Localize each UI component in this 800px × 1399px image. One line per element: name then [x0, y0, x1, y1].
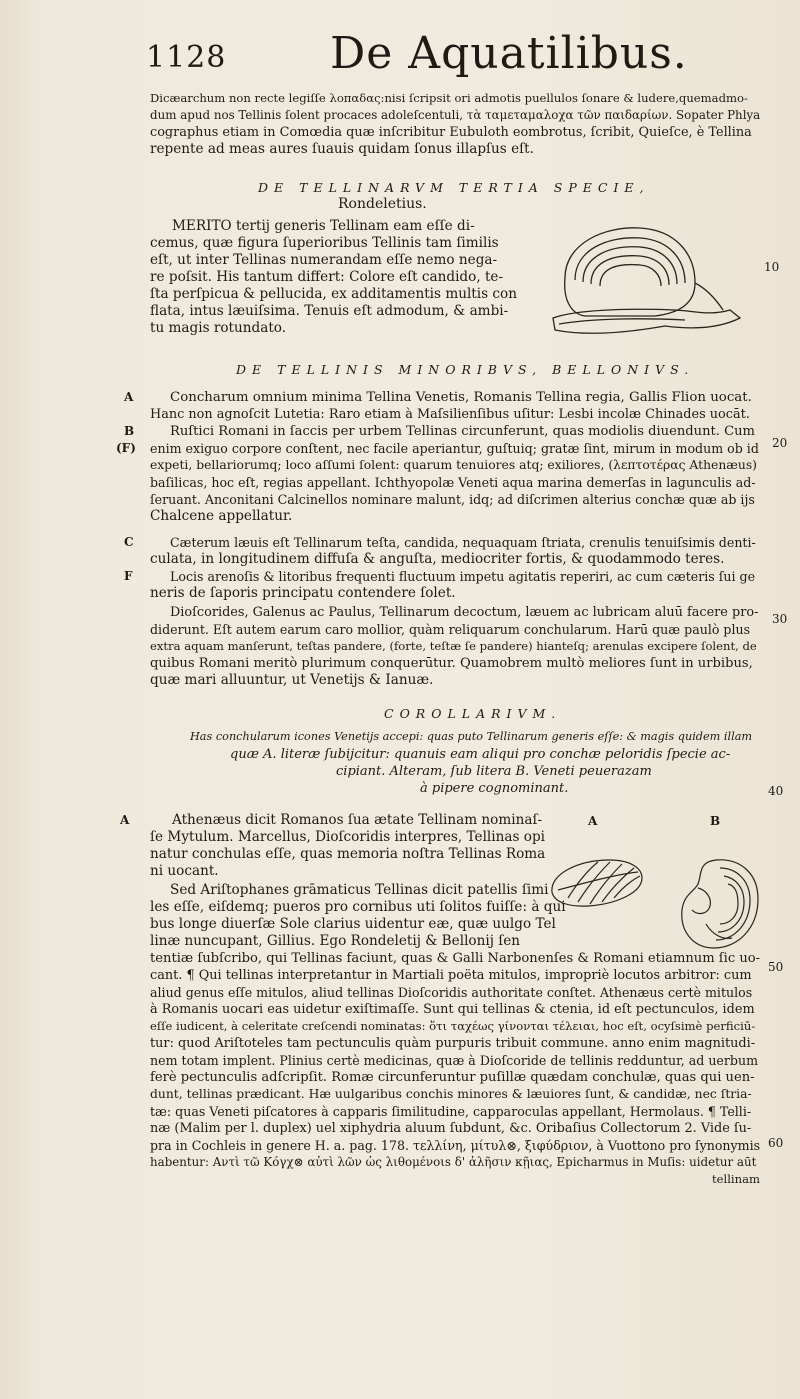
margin-line-number: 60 — [768, 1136, 784, 1150]
text-line: linæ nuncupant, Gillius. Ego Rondeletij & Bellonij ſen — [150, 933, 521, 949]
figure-label-b: B — [710, 814, 721, 828]
text-line: Chalcene appellatur. — [150, 508, 293, 524]
text-line: MERITO tertij generis Tellinam eam eſſe di- — [172, 218, 475, 234]
section-heading: DE TELLINIS MINORIBVS, BELLONIVS. — [236, 362, 695, 377]
margin-line-number: 30 — [772, 612, 788, 626]
margin-letter: A — [120, 813, 130, 827]
text-line: tæ: quas Veneti piſcatores à capparis ſimilitudine, capparoculas appellant, Hermolaus. ¶ Telli- — [150, 1104, 752, 1119]
text-line: quibus Romani meritò plurimum conquerūtur. Quamobrem multò meliores ſunt in urbibus, — [150, 656, 753, 671]
text-line: eſſe iudicent, à celeritate creſcendi nominatas: ὅτι ταχέως γίνονται τέλειαι, hoc eſt, ocyſsimè perficiū- — [150, 1019, 756, 1033]
text-line: natur conchulas eſſe, quas memoria noſtra Tellinas Roma — [150, 846, 546, 862]
text-line: neris de ſaporis principatu contendere ſolet. — [150, 585, 456, 601]
text-line: Sed Ariſtophanes grāmaticus Tellinas dicit patellis ſimi — [170, 882, 549, 898]
page-number: 1128 — [146, 40, 227, 75]
intro-line: repente ad meas aures ſuauis quidam ſonus illapſus eſt. — [150, 141, 534, 157]
text-line: næ (Malim per l. duplex) uel xiphydria aluum ſubdunt, &c. Oribaſius Collectorum 2. Vide ſu- — [150, 1121, 752, 1136]
section-author: Rondeletius. — [338, 196, 427, 212]
text-line: tur: quod Ariſtoteles tam pectunculis quàm purpuris tribuit commune. anno enim magnitudi- — [150, 1036, 756, 1051]
tellina-shell-woodcut — [545, 218, 745, 348]
intro-line: cographus etiam in Comœdia quæ inſcribitur Eubuloth eombrotus, ſcribit, Quieſce, è Tellina — [150, 125, 752, 140]
text-line: tu magis rotundato. — [150, 320, 287, 336]
text-line: Hanc non agnoſcit Lutetia: Raro etiam à Maſsilienſibus uſitur: Lesbi incolæ Chinades uocāt. — [150, 407, 750, 422]
text-line: extra aquam manſerunt, teſtas pandere, (forte, teſtæ ſe pandere) hianteſq; arenulas excipere ſolent, de — [150, 639, 757, 653]
text-line: tentiæ ſubſcribo, qui Tellinas faciunt, quas & Galli Narbonenſes & Romani etiamnum ſic uo- — [150, 951, 761, 966]
text-line: ni uocant. — [150, 863, 219, 879]
text-line: Athenæus dicit Romanos ſua ætate Tellinam nominaſ- — [172, 812, 543, 828]
corollarium-line: quæ A. literæ ſubijcitur: quanuis eam aliqui pro conchæ peloridis ſpecie ac- — [230, 747, 731, 762]
margin-line-number: 50 — [768, 960, 784, 974]
margin-letter: (F) — [116, 441, 136, 455]
corollarium-heading: COROLLARIVM. — [384, 706, 562, 721]
text-line: habentur: Αντὶ τῶ Κόγχ⊗ αὐτὶ λῶν ὡς λιθομένοιs δ' ἀλῆσιν κῇιας, Epicharmus in Muſis: uidetur aūt — [150, 1155, 757, 1169]
margin-letter: B — [124, 424, 135, 438]
catchword: tellinam — [712, 1172, 761, 1186]
text-line: nem totam implent. Plinius certè medicinas, quæ à Dioſcoride de tellinis redduntur, ad uerbum — [150, 1053, 759, 1068]
text-line: Locis arenoſis & litoribus frequenti fluctuum impetu agitatis reperiri, ac cum cæteris ſui ge — [170, 569, 756, 584]
text-line: bus longe diuerſæ Sole clarius uidentur eæ, quæ uulgo Tel — [150, 916, 556, 932]
margin-line-number: 20 — [772, 436, 788, 450]
running-title: De Aquatilibus. — [330, 28, 688, 79]
text-line: Ruſtici Romani in ſaccis per urbem Tellinas circunferunt, quas modiolis diuendunt. Cum — [170, 424, 755, 439]
text-line: culata, in longitudinem diffuſa & anguſta, mediocriter fortis, & quodammodo teres. — [150, 551, 725, 567]
margin-line-number: 40 — [768, 784, 784, 798]
text-line: enim exiguo corpore conſtent, nec facile aperiantur, guſtuiq; gratæ ſint, mirum in modum ob id — [150, 441, 759, 456]
margin-letter: A — [124, 390, 134, 404]
text-line: expeti, bellariorumq; loco aſſumi ſolent: quarum tenuiores atq; exiliores, (λεπτοτέρας Athenæus) — [150, 458, 757, 472]
text-line: les eſſe, eiſdemq; pueros pro cornibus uti ſolitos fuiſſe: à qui — [150, 899, 566, 915]
text-line: à Romanis uocari eas uidetur exiſtimaſſe. Sunt qui tellinas & ctenia, id eſt pectunculos, idem — [150, 1002, 755, 1017]
corollarium-line: à pipere cognominant. — [420, 781, 569, 796]
margin-line-number: 10 — [764, 260, 780, 274]
text-line: dunt, tellinas prædicant. Hæ uulgaribus conchis minores & læuiores ſunt, & candidæ, nec ſtria- — [150, 1087, 752, 1101]
text-line: ferè pectunculis adſcripſit. Romæ circunferuntur puſillæ quædam conchulæ, quas qui uen- — [150, 1070, 755, 1085]
shell-a-woodcut — [548, 852, 648, 912]
intro-line: Dicæarchum non recte legiſſe λοπαδας:nisi ſcripsit ori admotis puellulos ſonare & ludere,quemadmo- — [150, 91, 748, 105]
text-line: Concharum omnium minima Tellina Venetis, Romanis Tellina regia, Gallis Flion uocat. — [170, 390, 752, 405]
text-line: flata, intus læuiſsima. Tenuis eſt admodum, & ambi- — [150, 303, 509, 319]
margin-letter: C — [124, 535, 134, 549]
text-line: aliud genus eſſe mitulos, aliud tellinas Dioſcoridis authoritate conſtet. Athenæus certè mitulos — [150, 985, 753, 1000]
text-line: diderunt. Eſt autem earum caro mollior, quàm reliquarum conchularum. Harū quæ paulò plus — [150, 622, 751, 637]
text-line: cemus, quæ figura ſuperioribus Tellinis tam ſimilis — [150, 235, 499, 251]
text-line: ſeruant. Anconitani Calcinellos nominare malunt, idq; ad diſcrimen alterius conchæ quæ ab ijs — [150, 492, 755, 507]
corollarium-line: Has conchularum icones Venetijs accepi: quas puto Tellinarum generis eſſe: & magis quidem illam — [190, 730, 753, 743]
intro-line: dum apud nos Tellinis ſolent procaces adoleſcentuli, τὰ ταμεταμαλοχα τῶν παιδαρίων. Sopater Phlya — [150, 108, 761, 122]
text-line: cant. ¶ Qui tellinas interpretantur in Martiali poëta mitulos, impropriè locutos arbitror: cum — [150, 968, 752, 983]
text-line: ſta perſpicua & pellucida, ex additamentis multis con — [150, 286, 517, 302]
corollarium-line: cipiant. Alteram, ſub litera B. Veneti peuerazam — [336, 764, 652, 779]
text-line: eſt, ut inter Tellinas numerandam eſſe nemo nega- — [150, 252, 498, 268]
text-line: baſilicas, hoc eſt, regias appellant. Ichthyopolæ Veneti aqua marina demerſas in lagunculis ad- — [150, 475, 756, 490]
text-line: Dioſcorides, Galenus ac Paulus, Tellinarum decoctum, læuem ac lubricam aluū facere pro- — [170, 605, 759, 620]
text-line: re poſsit. His tantum differt: Colore eſt candido, te- — [150, 269, 504, 285]
text-line: Cæterum læuis eſt Tellinarum teſta, candida, nequaquam ſtriata, crenulis tenuiſsimis denti- — [170, 535, 756, 550]
section-heading: DE TELLINARVM TERTIA SPECIE, — [258, 180, 650, 195]
shell-b-woodcut — [676, 854, 762, 954]
figure-label-a: A — [588, 814, 598, 828]
text-line: pra in Cochleis in genere H. a. pag. 178. τελλίνη, μίτυλ⊗, ξιφύδριον, à Vuottono pro ſynonymis — [150, 1138, 761, 1153]
text-line: quæ mari alluuntur, ut Venetijs & Ianuæ. — [150, 672, 434, 688]
text-line: ſe Mytulum. Marcellus, Dioſcoridis interpres, Tellinas opi — [150, 829, 546, 845]
margin-letter: F — [124, 569, 133, 583]
